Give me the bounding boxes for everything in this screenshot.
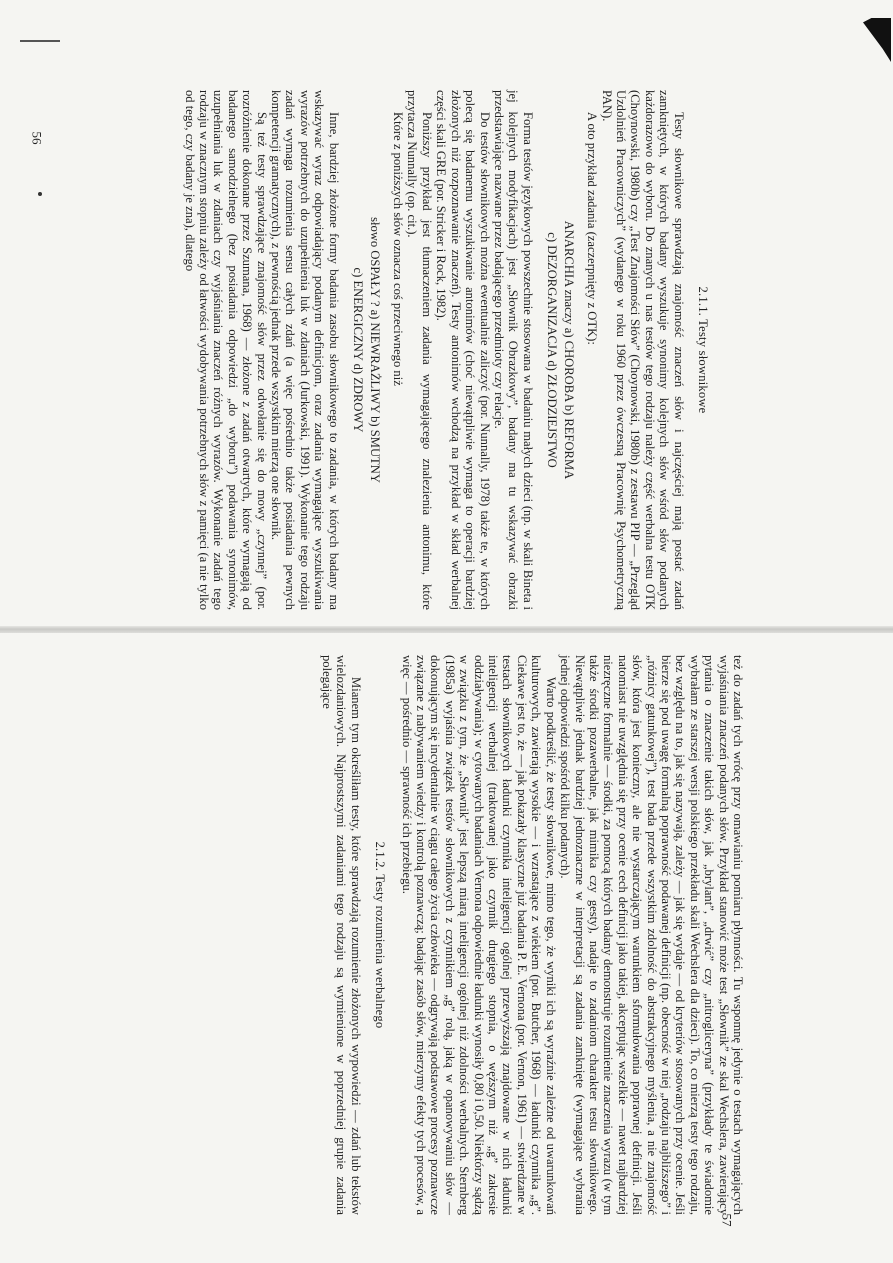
paragraph: Testy słownikowe sprawdzają znajomość znaczeń słów i najczęściej mają postać zadań zamkniętych, w których badany wyszukuje synonimy kolejnych słów wśród słów podanych każdorazowo do wyboru. Do znanych u nas testów tego rodzaju należy część werbalna testu OTK (Choynowski, 1980b) czy „Test Znajomości Słów” (Choynowski, 1980b) z zestawu PIP — „Przegląd Uzdolnień Pracowniczych” (wydanego w roku 1960 przez ówczesną Pracownię Psychometryczną PAN). <box>599 90 686 610</box>
paragraph: Które z poniższych słów oznacza coś przeciwnego niż <box>391 112 406 386</box>
page-number: 57 <box>719 1213 735 1227</box>
example-line: słowo OSPAŁY ? a) NIEWRAŻLIWY b) SMUTNY <box>367 217 382 483</box>
paragraph: Poniższy przykład jest tłumaczeniem zadania wymagającego znalezienia antonimu, które przytacza Nunnally (op. cit.). <box>405 90 434 610</box>
paragraph: Warto podkreślić, że testy słownikowe, mimo tego, że wyniki ich są wyraźnie zależne od uwarunkowań kulturowych, zawierają wysokie — i wzrastające z wiekiem (por. Butcher, 1968) — ładunki czynnika „g”. Ciekawe jest to, że — jak pokazały klasyczne już badania P. E. Vernona (por. Vernon, 1961) — stwierdzane w testach słownikowych ładunki czynnika inteligencji ogólnej przewyższają znajdowane w nich ładunki inteligencji werbalnej (traktowanej jako czynnik drugiego stopnia, o węższym niż „g” zakresie oddziaływania); w cytowanych badaniach Vernona odpowiednie ładunki wynosiły 0,80 i 0,50. Niektórzy sądzą w związku z tym, że „Słownik” jest lepszą miarą inteligencji ogólnej niż zdolności werbalnych. Sternberg (1985a) wyjaśnia związek testów słownikowych z czynnikiem „g” rolą, jaką w opanowywaniu słów — dokonującym się incydentalnie w ciągu całego życia człowieka — odgrywają podstawowe procesy poznawcze związane z nabywaniem wiedzy i kontrolą poznawczą; badając zasób słów, mierzymy efekty tych procesów, a więc — pośrednio — sprawność ich przebiegu. <box>399 655 558 1215</box>
paragraph: Są też testy sprawdzające znajomość słów przez odwołanie się do mowy „czynnej” (por. rozróżnienie dokonane przez Szumana, 1968) — złożone z zadań otwartych, które wymagają od badanego samodzielnego (bez posiadania odpowiedzi „do wyboru”) podawania synonimów, uzupełniania luk w zdaniach czy wyjaśniania znaczeń różnych wyrazów. Wykonanie zadań tego rodzaju w znacznym stopniu zależy od łatwości wydobywania potrzebnych słów z pamięci (a nie tylko od tego, czy badany je zna), dlatego <box>182 90 269 610</box>
page-right-text <box>55 655 745 1215</box>
example-line: c) ENERGICZNY d) ZDROWY <box>350 267 365 433</box>
section-heading: 2.1.2. Testy rozumienia werbalnego <box>373 841 388 1029</box>
paragraph: Do testów słownikowych można ewentualnie zaliczyć (por. Nunnally, 1978) także te, w których polecą się badanemu wyszukiwanie antonimów (choć niewątpliwie wymaga to operacji bardziej złożonych niż rozpoznawanie znaczeń). Testy antonimów wchodzą na przykład w skład werbalnej części skali GRE (por. Stricker i Rock, 1982). <box>434 90 492 610</box>
paragraph: Forma testów językowych powszechnie stosowana w badaniu małych dzieci (np. w skali Bineta i jej kolejnych modyfikacjach) jest „Słownik Obrazkowy”, badany ma tu wskazywać obrazki przedstawiające nazwane przez badającego przedmioty czy relacje. <box>491 90 535 610</box>
paragraph: A oto przykład zadania (zaczerpnięty z OTK): <box>585 112 600 345</box>
paragraph: też do zadań tych wrócę przy omawianiu pomiaru płynności. Tu wspomnę jedynie o testach wymagających wyjaśniania znaczeń podanych słów. Przykład stanowić może test „Słownik” ze skal Wechslera, zawierający pytania o znaczenie takich słów, jak „brylant”, „drwić” czy „nitrogliceryna” (przykłady te świadomie wybrałam ze starszej wersji polskiego przekładu skali Wechslera dla dzieci). To, co mierzą testy tego rodzaju, bez względu na to, jak się nazywają, zależy — jak się wydaje — od kryteriów stosowanych przy ocenie. Jeśli bierze się pod uwagę formalną poprawność podawanej definicji (np. obecność w niej „rodzaju najbliższego” i „różnicy gatunkowej”), test bada przede wszystkim zdolność do abstrakcyjnego myślenia, a nie znajomość słów, która jest konieczny, ale nie wystarczającym warunkiem sformułowania poprawnej definicji. Jeśli natomiast nie uwzględnia się przy ocenie cech definicji jako takiej, akceptując wszelkie — nawet najbardziej niezręczne formalnie — środki, za pomocą których badany demonstruje rozumienie znaczenia wyrazu (w tym także środki pozawerbalne, jak mimika czy gesty), nadaje to zadaniom charakter testu słownikowego. Niewątpliwie jednak bardziej jednoznaczne w interpretacji są zadania zamknięte (wymagające wybrania jednej odpowiedzi spośród kilku podanych). <box>558 655 745 1215</box>
example-line: c) DEZORGANIZACJA d) ZŁODZIEJSTWO <box>544 232 559 468</box>
section-heading: 2.1.1. Testy słownikowe <box>696 286 710 414</box>
paragraph: Mianem tym określiłam testy, które sprawdzają rozumienie złożonych wypowiedzi — zdań lub tekstów wielozdaniowych. Najprostszymi zadaniami tego rodzaju są wymienione w poprzedniej grupie zadania polegające <box>320 655 363 1215</box>
paragraph: Inne, bardziej złożone formy badania zasobu słownikowego to zadania, w których badany ma wskazywać wyraz odpowiadający podanym definicjom, oraz zadania wymagające wyszukiwania wyrazów potrzebnych do uzupełnienia luk w zdaniach (Jurkowski, 1991). Wykonanie tego rodzaju zadań wymaga rozumienia sensu całych zdań (a więc pośrednio także posiadania pewnych kompetencji gramatycznych), z pewnością jednak przede wszystkim mierzą one słownik. <box>269 90 341 610</box>
page-number: 56 <box>29 131 45 145</box>
example-line: ANARCHIA znaczy a) CHOROBA b) REFORMA <box>561 220 576 480</box>
